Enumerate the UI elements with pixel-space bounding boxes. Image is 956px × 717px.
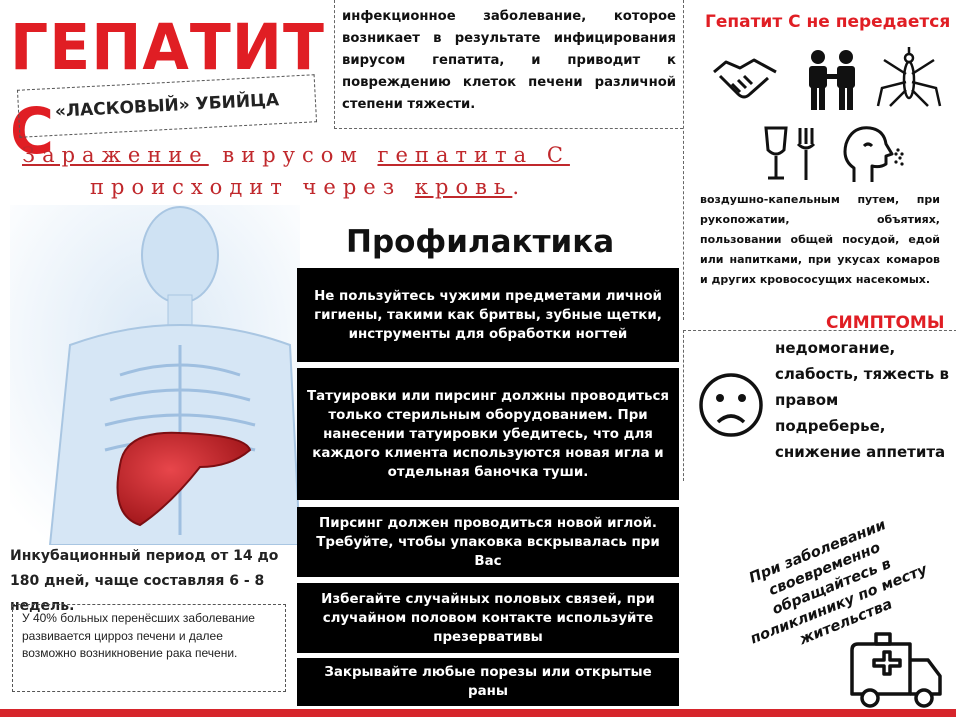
transmission-word-blood: кровь [414, 175, 513, 199]
symptoms-text: недомогание, слабость, тяжесть в правом подреберье, снижение аппетита [775, 339, 949, 461]
prevention-item: Татуировки или пирсинг должны проводиться только стерильным оборудованием. При нанесении татуировки убедитесь, что для каждого клиента используются новая игла и отдельная баночка туши. [297, 368, 679, 500]
prevention-item: Закрывайте любые порезы или открытые раны [297, 658, 679, 706]
handshake-icon [710, 50, 780, 110]
prevention-item: Не пользуйтесь чужими предметами личной гигиены, такими как бритвы, зубные щетки, инструменты для обработки ногтей [297, 268, 679, 362]
intro-text: инфекционное заболевание, которое возникает в результате инфицирования вирусом гепатита, и приводит к повреждению клеток печени различной степени тяжести. [342, 9, 676, 112]
incubation-text: Инкубационный период от 14 до 180 дней, чаще составляя 6 - 8 недель. [10, 548, 279, 614]
transmission-word-hepatitis: гепатита С [377, 143, 570, 167]
transmission-word-infection: Заражение [22, 143, 209, 167]
bottom-bar [0, 709, 956, 717]
symptoms-title: СИМПТОМЫ [826, 313, 945, 333]
sneeze-icon [840, 124, 906, 184]
not-transmitted-text: воздушно-капельным путем, при рукопожатии, объятиях, пользовании общей посудой, едой или напитками, при укусах комаров и других кровососущих насекомых. [700, 193, 940, 286]
mosquito-icon [876, 46, 942, 112]
body-liver-illustration [10, 205, 300, 545]
sad-face-icon [698, 372, 764, 438]
page-title: ГЕПАТИТ С [10, 11, 325, 169]
prevention-item: Избегайте случайных половых связей, при случайном половом контакте используйте презервативы [297, 583, 679, 653]
ambulance-icon [848, 630, 944, 710]
transmission-word-through: происходит через [90, 175, 402, 199]
not-transmitted-title: Гепатит С не передается [705, 12, 951, 32]
transmission-line-2 [90, 175, 650, 199]
prevention-item: Пирсинг должен проводиться новой иглой. Требуйте, чтобы упаковка вскрывалась при Вас [297, 507, 679, 577]
clinic-note: При заболевании своевременно обращайтесь в поликлинику по месту жительства [746, 517, 930, 649]
dishes-icon [760, 124, 820, 184]
transmission-word-virus: вирусом [222, 143, 364, 167]
subtitle: «ЛАСКОВЫЙ» УБИЙЦА [54, 90, 280, 122]
prevention-title: Профилактика [346, 224, 615, 260]
transmission-line-1 [22, 143, 662, 167]
transmission-dot: . [512, 175, 527, 199]
people-icon [800, 48, 864, 112]
cirrhosis-note: У 40% больных перенёсших заболевание развивается цирроз печени и далее возможно возникновение рака печени. [22, 611, 255, 660]
